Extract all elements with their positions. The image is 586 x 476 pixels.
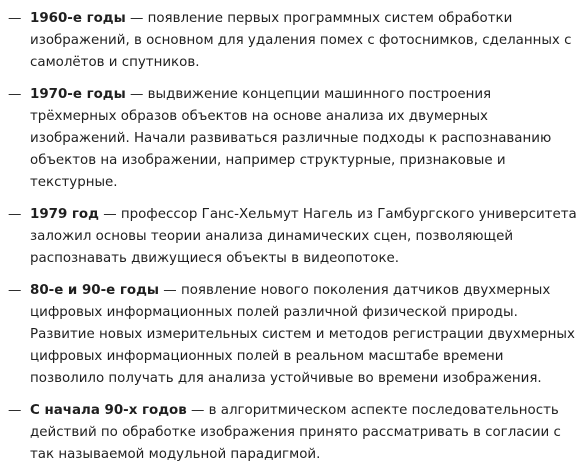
dash-bullet: — [8, 11, 22, 26]
entry-text: — в алгоритмическом аспекте последовательность действий по обработке изображения принято рассматривать в согласии с так называемой модульной парадигмой. [30, 403, 561, 462]
timeline-entry [0, 400, 580, 466]
entry-term: 1970-е годы [30, 87, 126, 102]
timeline-list [0, 8, 580, 476]
entry-text: — профессор Ганс-Хельмут Нагель из Гамбургского университета заложил основы теории анализа динамических сцен, позволяющей распознавать движущиеся объекты в видеопотоке. [30, 207, 577, 266]
dash-bullet: — [8, 87, 22, 102]
entry-term: 1960-е годы [30, 11, 126, 26]
entry-text: — появление первых программных систем обработки изображений, в основном для удаления помех с фотоснимков, сделанных с самолётов и спутников. [30, 11, 572, 70]
timeline-entry [0, 204, 580, 270]
timeline-entry [0, 8, 580, 74]
entry-term: С начала 90-х годов [30, 403, 187, 418]
dash-bullet: — [8, 403, 22, 418]
dash-bullet: — [8, 283, 22, 298]
entry-term: 80-е и 90-е годы [30, 283, 160, 298]
dash-bullet: — [8, 207, 22, 222]
entry-term: 1979 год [30, 207, 99, 222]
timeline-entry [0, 280, 580, 390]
entry-text: — появление нового поколения датчиков двухмерных цифровых информационных полей различной физической природы. Развитие новых измерительных систем и методов регистрации двухмерных цифровых информационных полей в реальном масштабе времени позволило получать для анализа устойчивые во времени изображения. [30, 283, 575, 386]
entry-text: — выдвижение концепции машинного построения трёхмерных образов объектов на основе анализа их двумерных изображений. Начали развиваться различные подходы к распознаванию объектов на изображении, например структурные, признаковые и текстурные. [30, 87, 552, 190]
timeline-entry [0, 84, 580, 194]
